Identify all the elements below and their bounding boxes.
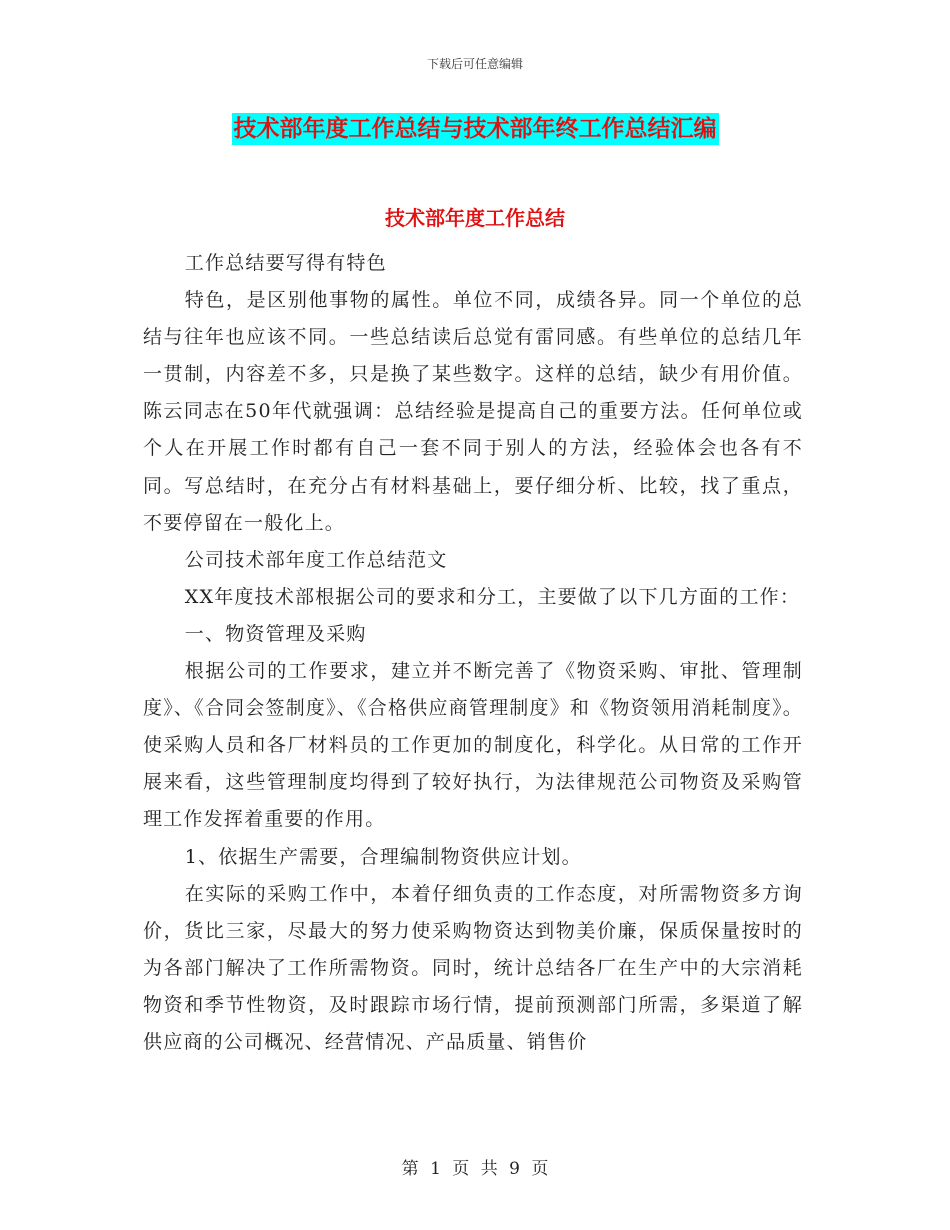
paragraph-section-1: 一、物资管理及采购: [184, 622, 367, 645]
main-title: 技术部年度工作总结与技术部年终工作总结汇编: [232, 113, 719, 145]
page-number-footer: 第 1 页 共 9 页: [401, 1159, 549, 1179]
body-text: [143, 245, 803, 1061]
header-note: 下载后可任意编辑: [426, 57, 523, 71]
paragraph-item-1: 1、依据生产需要，合理编制物资供应计划。: [184, 845, 582, 868]
paragraph-heading-feature: 工作总结要写得有特色: [184, 252, 387, 274]
paragraph-procurement: 在实际的采购工作中，本着仔细负责的工作态度，对所需物资多方询价，货比三家，尽最大的努力使采购物资达到物美价廉，保质保量按时的为各部门解决了工作所需物资。同时，统计总结各厂在生产中的大宗消耗物资和季节性物资，及时跟踪市场行情，提前预测部门所需，多渠道了解供应商的公司概况、经营情况、产品质量、销售价: [143, 882, 803, 1053]
main-title-container: [0, 113, 950, 145]
paragraph-feature: 特色，是区别他事物的属性。单位不同，成绩各异。同一个单位的总结与往年也应该不同。一些总结读后总觉有雷同感。有些单位的总结几年一贯制，内容差不多，只是换了某些数字。这样的总结，缺少有用价值。陈云同志在50年代就强调：总结经验是提高自己的重要方法。任何单位或个人在开展工作时都有自己一套不同于别人的方法，经验体会也各有不同。写总结时，在充分占有材料基础上，要仔细分析、比较，找了重点，不要停留在一般化上。: [143, 289, 803, 534]
paragraph-intro: XX年度技术部根据公司的要求和分工，主要做了以下几方面的工作：: [184, 585, 801, 608]
paragraph-management: 根据公司的工作要求，建立并不断完善了《物资采购、审批、管理制度》、《合同会签制度》、《合格供应商管理制度》和《物资领用消耗制度》。使采购人员和各厂材料员的工作更加的制度化，科学化。从日常的工作开展来看，这些管理制度均得到了较好执行，为法律规范公司物资及采购管理工作发挥着重要的作用。: [143, 660, 803, 831]
section-title: 技术部年度工作总结: [385, 206, 565, 230]
paragraph-sample-title: 公司技术部年度工作总结范文: [184, 548, 448, 571]
